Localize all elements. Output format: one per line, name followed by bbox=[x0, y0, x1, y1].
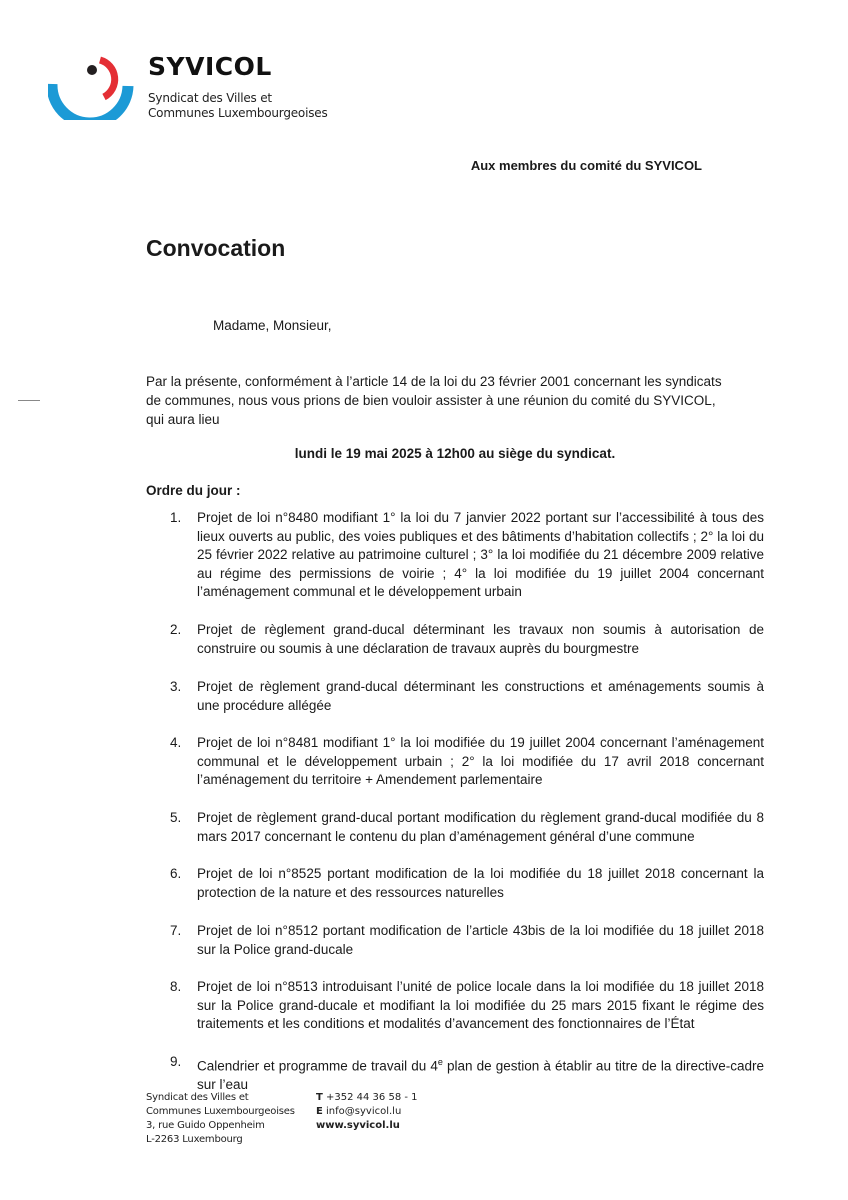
footer-phone bbox=[316, 1091, 418, 1105]
agenda-item-number: 2. bbox=[170, 622, 182, 637]
salutation: Madame, Monsieur, bbox=[213, 318, 332, 333]
brand-name: SYVICOL bbox=[148, 52, 272, 81]
agenda-item-number: 6. bbox=[170, 866, 182, 881]
agenda-item bbox=[146, 1053, 764, 1095]
agenda-item-text: Projet de loi n°8480 modifiant 1° la loi du 7 janvier 2022 portant sur l’accessibilité à tous des lieux ouverts au public, des voies publiques et des bâtiments d’habitation collectifs ; 2° la loi du 25 février 2022 relative au patrimoine culturel ; 3° la loi modifiée du 21 décembre 2009 relative au régime des permissions de voirie ; 4° la loi modifiée du 19 juillet 2004 concernant l’aménagement communal et le développement urbain bbox=[197, 510, 764, 599]
brand-subtitle-line2: Communes Luxembourgeoises bbox=[148, 106, 328, 120]
phone-prefix: T bbox=[316, 1092, 323, 1103]
agenda-item-text: Projet de loi n°8513 introduisant l’unité de police locale dans la loi modifiée du 18 juillet 2018 sur la Police grand-ducale et modifiant la loi modifiée du 25 mars 2015 fixant le régime des traitements et les conditions et modalités d’avancement des fonctionnaires de l’État bbox=[197, 979, 764, 1031]
logo-dot bbox=[87, 65, 97, 75]
meeting-date: lundi le 19 mai 2025 à 12h00 au siège du syndicat. bbox=[294, 446, 616, 461]
footer-street: 3, rue Guido Oppenheim bbox=[146, 1120, 265, 1131]
intro-line: qui aura lieu bbox=[146, 412, 220, 427]
agenda-item bbox=[146, 509, 764, 602]
agenda-item bbox=[146, 978, 764, 1034]
footer-website[interactable]: www.syvicol.lu bbox=[316, 1120, 400, 1131]
agenda-item bbox=[146, 621, 764, 658]
agenda-item-text: Projet de règlement grand-ducal portant modification du règlement grand-ducal modifiée du 8 mars 2017 concernant le contenu du plan d’aménagement général d’une commune bbox=[197, 810, 764, 844]
agenda-item-number: 7. bbox=[170, 923, 182, 938]
agenda-item-text: Projet de loi n°8481 modifiant 1° la loi modifiée du 19 juillet 2004 concernant l’aménagement communal et le développement urbain ; 2° la loi modifiée du 17 avril 2018 concernant l’aménagement du territoire + Amendement parlementaire bbox=[197, 735, 764, 787]
intro-line: Par la présente, conformément à l’article 14 de la loi du 23 février 2001 concernant les syndicats bbox=[146, 374, 722, 389]
margin-tick-mark bbox=[18, 400, 40, 401]
agenda-item-text-part: Calendrier et programme de travail du 4 bbox=[197, 1058, 438, 1074]
document-title: Convocation bbox=[146, 235, 286, 261]
footer-org-line2: Communes Luxembourgeoises bbox=[146, 1106, 295, 1117]
footer-org-line1: Syndicat des Villes et bbox=[146, 1092, 249, 1103]
agenda-item-text: Projet de loi n°8525 portant modification de la loi modifiée du 18 juillet 2018 concernant la protection de la nature et des ressources naturelles bbox=[197, 866, 764, 900]
intro-line: de communes, nous vous prions de bien vouloir assister à une réunion du comité du SYVICOL, bbox=[146, 393, 716, 408]
phone-number: +352 44 36 58 - 1 bbox=[322, 1092, 418, 1103]
agenda-item bbox=[146, 809, 764, 846]
agenda-item-number: 8. bbox=[170, 979, 182, 994]
agenda-item-number: 3. bbox=[170, 679, 182, 694]
recipient-line: Aux membres du comité du SYVICOL bbox=[470, 158, 702, 173]
agenda-item-text: Projet de règlement grand-ducal déterminant les constructions et aménagements soumis à une procédure allégée bbox=[197, 679, 764, 713]
agenda-item-number: 4. bbox=[170, 735, 182, 750]
logo-red-arc bbox=[100, 60, 115, 97]
agenda-item-number: 9. bbox=[170, 1054, 182, 1069]
agenda-title: Ordre du jour : bbox=[146, 483, 241, 498]
agenda-item bbox=[146, 678, 764, 715]
brand-subtitle-line1: Syndicat des Villes et bbox=[148, 91, 272, 105]
footer-city: L-2263 Luxembourg bbox=[146, 1134, 243, 1145]
footer-email bbox=[316, 1105, 418, 1119]
agenda-item-text-part: plan de gestion à établir au titre de la directive-cadre sur l’eau bbox=[197, 1058, 764, 1092]
agenda-item bbox=[146, 865, 764, 902]
agenda-item-text bbox=[197, 1053, 764, 1095]
email-address[interactable]: info@syvicol.lu bbox=[322, 1106, 402, 1117]
email-prefix: E bbox=[316, 1106, 323, 1117]
superscript-e: e bbox=[437, 1057, 443, 1067]
agenda-item bbox=[146, 922, 764, 959]
agenda-item-number: 5. bbox=[170, 810, 182, 825]
footer-contact bbox=[316, 1091, 418, 1133]
logo-blue-arc bbox=[52, 84, 128, 120]
agenda-item-number: 1. bbox=[170, 510, 182, 525]
agenda-item-text: Projet de loi n°8512 portant modification de l’article 43bis de la loi modifiée du 18 juillet 2018 sur la Police grand-ducale bbox=[197, 923, 764, 957]
intro-paragraph bbox=[146, 372, 764, 429]
agenda-item bbox=[146, 734, 764, 790]
brand-subtitle bbox=[148, 91, 328, 121]
syvicol-logo bbox=[48, 50, 138, 120]
footer-address bbox=[146, 1091, 295, 1147]
agenda-item-text: Projet de règlement grand-ducal déterminant les travaux non soumis à autorisation de construire ou soumis à une déclaration de travaux auprès du bourgmestre bbox=[197, 622, 764, 656]
